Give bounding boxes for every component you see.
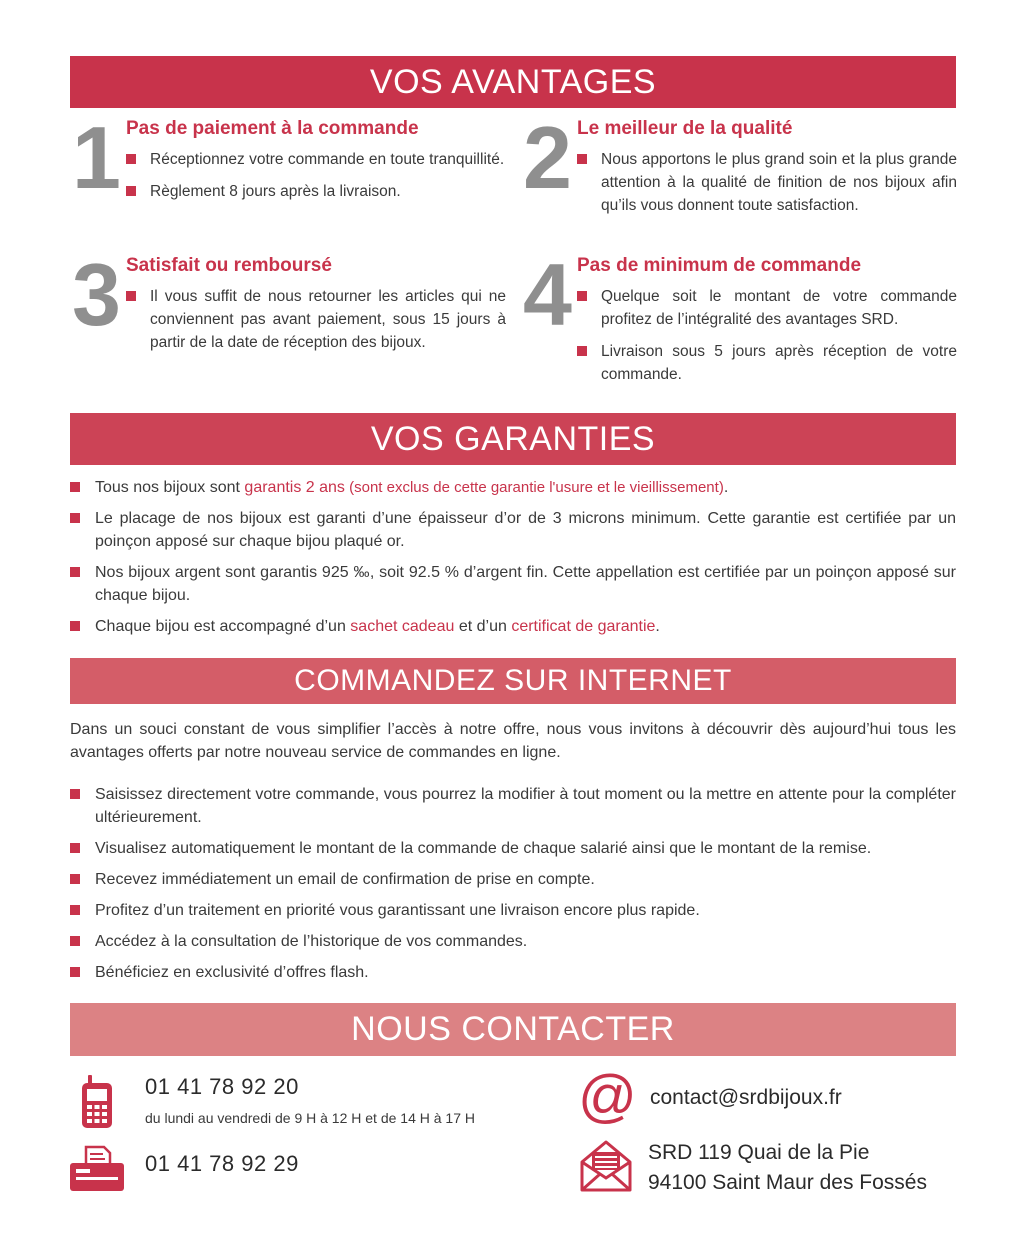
mobile-phone-icon	[80, 1075, 114, 1129]
advantage-number: 4	[523, 245, 572, 344]
advantage-number: 2	[523, 108, 572, 207]
garantie-item: Tous nos bijoux sont garantis 2 ans (sont exclus de cette garantie l'usure et le vieillissement).	[70, 476, 956, 499]
envelope-icon	[580, 1140, 632, 1192]
garantie-item: Nos bijoux argent sont garantis 925 ‰, soit 92.5 % d’argent fin. Cette appellation est certifiée par un poinçon apposé sur chaque bijou.	[70, 561, 956, 607]
internet-item: Profitez d’un traitement en priorité vous garantissant une livraison encore plus rapide.	[70, 899, 956, 922]
opening-hours: du lundi au vendredi de 9 H à 12 H et de 14 H à 17 H	[145, 1110, 475, 1126]
address-line-1: SRD 119 Quai de la Pie	[648, 1141, 870, 1164]
internet-list	[70, 783, 956, 992]
garanties-list	[70, 476, 956, 646]
internet-item: Recevez immédiatement un email de confirmation de prise en compte.	[70, 868, 956, 891]
advantage-bullet: Quelque soit le montant de votre commande profitez de l’intégralité des avantages SRD.	[577, 285, 957, 331]
garantie-highlight: garantis 2 ans	[244, 479, 345, 496]
advantage-bullet: Nous apportons le plus grand soin et la plus grande attention à la qualité de finition de nos bijoux afin qu’ils vous donnent toute satisfaction.	[577, 148, 957, 217]
advantage-bullet: Règlement 8 jours après la livraison.	[126, 180, 506, 203]
advantage-bullet: Réceptionnez votre commande en toute tranquillité.	[126, 148, 506, 171]
advantage-title: Pas de paiement à la commande	[126, 118, 419, 139]
phone-number[interactable]: 01 41 78 92 20	[145, 1074, 299, 1099]
avantages-banner: VOS AVANTAGES	[70, 56, 956, 108]
postal-address	[648, 1138, 927, 1198]
advantage-bullet: Il vous suffit de nous retourner les articles qui ne conviennent pas avant paiement, sous 15 jours à partir de la date de réception des bijoux.	[126, 285, 506, 354]
internet-intro: Dans un souci constant de vous simplifier l’accès à notre offre, nous vous invitons à découvrir dès aujourd’hui tous les avantages offerts par notre nouveau service de commandes en ligne.	[70, 721, 956, 761]
advantage-bullet: Livraison sous 5 jours après réception de votre commande.	[577, 340, 957, 386]
fax-number: 01 41 78 92 29	[145, 1151, 299, 1176]
garantie-item: Chaque bijou est accompagné d’un sachet cadeau et d’un certificat de garantie.	[70, 615, 956, 638]
internet-item: Saisissez directement votre commande, vous pourrez la modifier à tout moment ou la mettre en attente pour la compléter ultérieurement.	[70, 783, 956, 829]
at-sign-icon: @	[578, 1064, 637, 1129]
advantage-title: Pas de minimum de commande	[577, 255, 862, 276]
internet-item: Visualisez automatiquement le montant de la commande de chaque salarié ainsi que le montant de la remise.	[70, 837, 956, 860]
garantie-item: Le placage de nos bijoux est garanti d’une épaisseur d’or de 3 microns minimum. Cette garantie est certifiée par un poinçon apposé sur chaque bijou plaqué or.	[70, 507, 956, 553]
garanties-banner: VOS GARANTIES	[70, 413, 956, 465]
sachet-cadeau-link: sachet cadeau	[350, 618, 455, 635]
internet-item: Accédez à la consultation de l’historique de vos commandes.	[70, 930, 956, 953]
advantage-title: Le meilleur de la qualité	[577, 118, 793, 139]
internet-item: Bénéficiez en exclusivité d’offres flash.	[70, 961, 956, 984]
contact-banner: NOUS CONTACTER	[70, 1003, 956, 1056]
email-address[interactable]: contact@srdbijoux.fr	[650, 1086, 842, 1109]
certificat-link: certificat de garantie	[511, 618, 656, 635]
advantage-number: 3	[72, 245, 121, 344]
garantie-note: (sont exclus de cette garantie l'usure et le vieillissement)	[344, 479, 724, 496]
advantage-number: 1	[72, 108, 121, 207]
address-line-2: 94100 Saint Maur des Fossés	[648, 1171, 927, 1194]
internet-banner: COMMANDEZ SUR INTERNET	[70, 658, 956, 704]
advantage-title: Satisfait ou remboursé	[126, 255, 332, 276]
fax-icon	[70, 1145, 124, 1191]
